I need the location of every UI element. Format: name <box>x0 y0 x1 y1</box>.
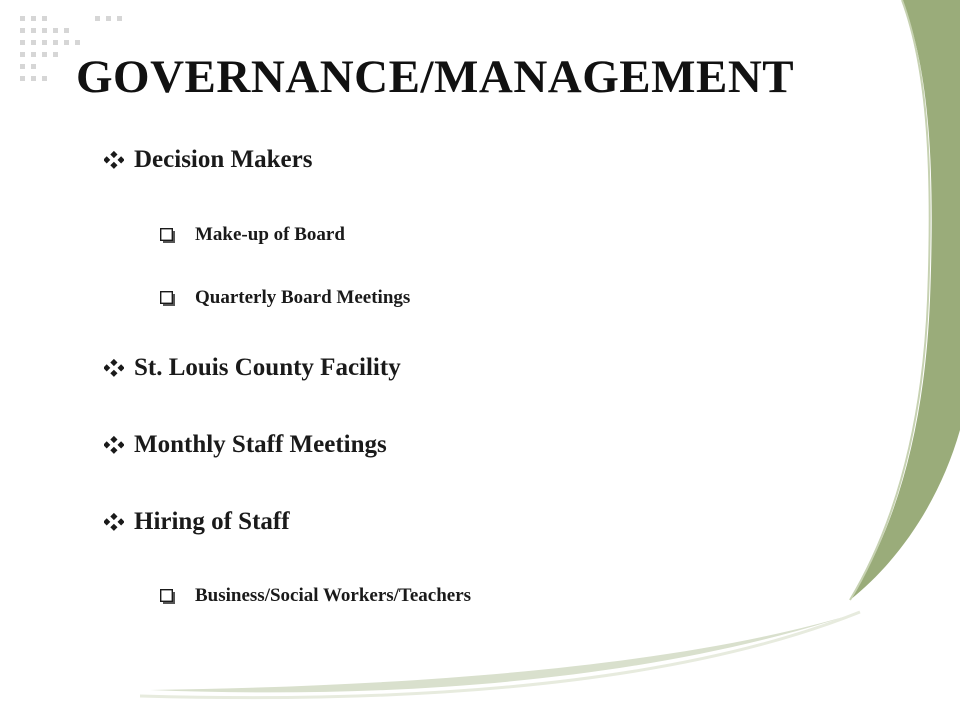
diamond-bullet-icon <box>104 435 124 455</box>
bullet-staff-types <box>160 585 471 607</box>
green-swoosh-right <box>850 0 960 600</box>
box-bullet-icon <box>160 291 175 306</box>
bullet-hiring-staff <box>104 508 290 536</box>
bullet-label: Monthly Staff Meetings <box>134 431 387 458</box>
diamond-bullet-icon <box>104 358 124 378</box>
bullet-label: Quarterly Board Meetings <box>195 287 411 308</box>
slide-title: GOVERNANCE/MANAGEMENT <box>76 51 795 103</box>
box-bullet-icon <box>160 589 175 604</box>
bullet-label: Decision Makers <box>134 146 313 173</box>
bottom-wave <box>150 615 850 692</box>
bullet-county-facility <box>104 354 401 382</box>
bullet-label: St. Louis County Facility <box>134 354 401 381</box>
bullet-label: Hiring of Staff <box>134 508 290 535</box>
bullet-decision-makers <box>104 146 312 174</box>
bullet-quarterly-meetings <box>160 287 410 309</box>
bullet-label: Business/Social Workers/Teachers <box>195 585 472 606</box>
diamond-bullet-icon <box>104 512 124 532</box>
diamond-bullet-icon <box>104 150 124 170</box>
box-bullet-icon <box>160 228 175 243</box>
bullet-staff-meetings <box>104 431 387 459</box>
bullet-board-makeup <box>160 224 345 246</box>
bullet-label: Make-up of Board <box>195 224 345 245</box>
bottom-wave-line <box>140 612 860 698</box>
